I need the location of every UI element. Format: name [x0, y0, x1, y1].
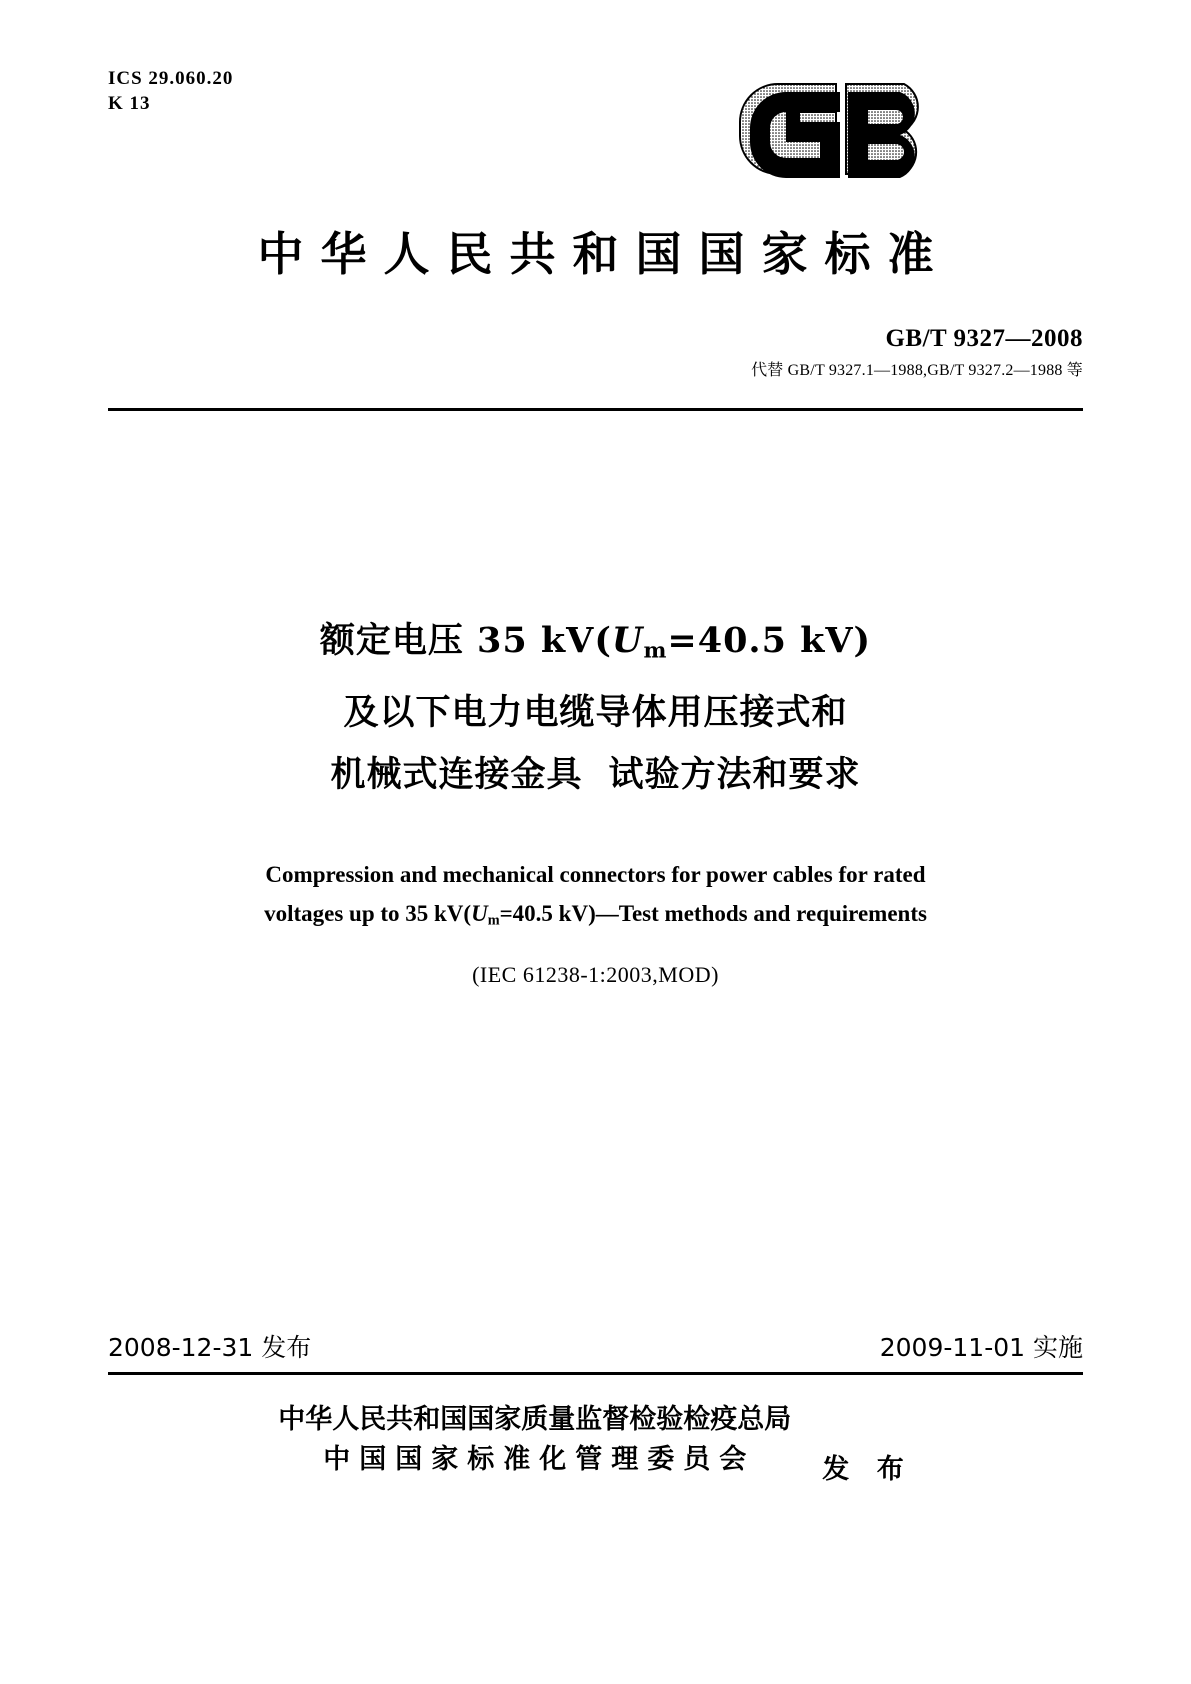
publisher-line-1: 中华人民共和国国家质量监督检验检疫总局: [278, 1404, 792, 1435]
gb-emblem-icon: [718, 78, 953, 198]
document-title-en-line2: [150, 894, 1041, 941]
document-title-en: [150, 855, 1041, 941]
title-en-symbol-u: U: [471, 901, 488, 926]
ics-classification-block: [108, 66, 233, 116]
title-symbol-u: U: [611, 620, 644, 661]
title-symbol-u-subscript: m: [643, 638, 668, 664]
divider-top: [108, 408, 1083, 411]
publish-word: 发 布: [822, 1453, 913, 1485]
publisher-line-2: 中国国家标准化管理委员会: [323, 1444, 756, 1475]
title-en-line2-part-b: =40.5 kV)—Test methods and requirements: [499, 901, 927, 926]
effective-date: 2009-11-01 实施: [879, 1333, 1083, 1362]
title-cn-line1-part-a: 额定电压 35 kV(: [319, 620, 612, 661]
title-cn-line3-part-a: 机械式连接金具: [330, 754, 583, 796]
document-title-en-line1: Compression and mechanical connectors for power cables for rated: [265, 862, 926, 887]
classification-code: K 13: [108, 93, 151, 114]
issue-date: 2008-12-31 发布: [108, 1333, 312, 1362]
title-en-symbol-u-subscript: m: [487, 912, 500, 929]
publisher-block: [0, 1400, 1191, 1484]
iec-reference: (IEC 61238-1:2003,MOD): [472, 962, 719, 987]
title-cn-line3-part-b: 试验方法和要求: [608, 754, 861, 796]
title-cn-line1-part-b: =40.5 kV): [667, 620, 872, 661]
title-en-line2-part-a: voltages up to 35 kV(: [264, 901, 472, 926]
document-title-cn-line2: 及以下电力电缆导体用压接式和: [343, 692, 848, 734]
standard-replaces: 代替 GB/T 9327.1—1988,GB/T 9327.2—1988 等: [751, 362, 1083, 379]
standard-number: GB/T 9327—2008: [885, 325, 1083, 352]
divider-bottom: [108, 1372, 1083, 1375]
document-title-cn-line1: [140, 610, 1051, 682]
document-title-cn-line3: [140, 744, 1051, 806]
publisher-names: [278, 1400, 791, 1480]
ics-code: ICS 29.060.20: [108, 68, 234, 89]
national-standard-title: 中华人民共和国国家标准: [257, 227, 951, 281]
document-title-cn: [140, 610, 1051, 806]
